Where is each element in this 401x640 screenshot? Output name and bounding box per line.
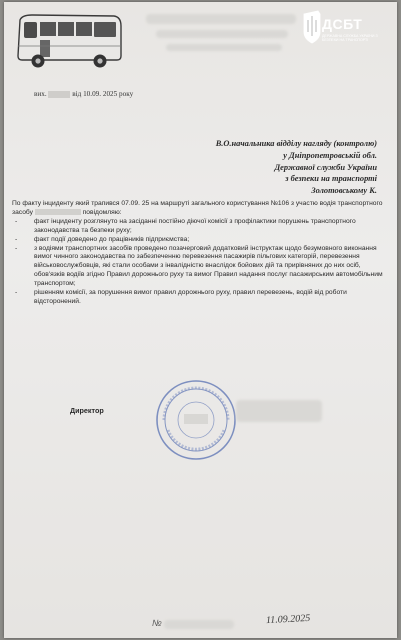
list-bullet: -	[15, 217, 18, 225]
list-item	[12, 289, 389, 307]
vehicle-redacted	[35, 209, 81, 215]
dsbt-logo-title: ДСБТ	[322, 16, 363, 32]
document-page	[4, 2, 397, 638]
list-item	[12, 236, 389, 245]
intro-text: По факту інциденту який трапився 07.09. 25 на маршруті загального користування №106 з участю водія транспортного засобу	[12, 200, 383, 216]
dsbt-logo	[300, 8, 396, 48]
handwritten-date: 11.09.2025	[265, 612, 311, 627]
ref-number-redacted	[48, 91, 70, 98]
list-item	[12, 245, 389, 290]
list-item-text: рішенням комісії, за порушення вимог правил дорожнього руху, правил перевезень, водій від роботи відсторонений.	[34, 289, 347, 305]
letterhead-redacted	[156, 30, 288, 38]
list-item-text: факт інциденту розглянуто на засіданні постійно діючої комісії з профілактики порушень транспортного законодавства та безпеки руху;	[34, 217, 356, 234]
list-item-text: з водіями транспортних засобів проведено позачерговий додатковий інструктаж щодо безумовного виконання вимог чинного законодавства по забезпеченню перевезення пасажирів пільгових категорій, перевезення військовослужбовців, які стали особами з інвалідністю внаслідок бойових дій та прирівняних до них осіб, обов'язків водіїв згідно Правил дорожнього руху та вимог Правил надання послуг пасажирським автомобільним транспортом;	[34, 244, 383, 288]
signatory-title: Директор	[70, 406, 104, 415]
handwritten-number-redacted	[164, 620, 234, 629]
dsbt-logo-subtitle: ДЕРЖАВНА СЛУЖБА УКРАЇНИ З БЕЗПЕКИ НА ТРАНСПОРТІ	[322, 34, 378, 42]
list-bullet: -	[15, 289, 18, 297]
list-bullet: -	[15, 235, 18, 243]
addressee-line: Золотовському К.	[311, 186, 377, 196]
addressee-line: з безпеки на транспорті	[285, 174, 377, 184]
letter-body	[12, 200, 389, 307]
list-item-text: факт події доведено до працівників підприємства;	[34, 235, 190, 243]
company-stamp	[154, 378, 238, 462]
addressee-line: В.О.начальника відділу нагляду (контролю)	[215, 139, 377, 148]
measures-list	[12, 218, 389, 307]
outgoing-reference	[34, 90, 133, 98]
company-bus-logo	[14, 10, 126, 72]
addressee-line: у Дніпропетровській обл.	[283, 150, 377, 160]
ref-date: від 10.09. 2025 року	[72, 90, 134, 98]
list-item	[12, 218, 389, 236]
letterhead-redacted	[166, 44, 282, 51]
addressee-line: Державної служби України	[274, 162, 377, 172]
ref-prefix: вих.	[34, 90, 47, 98]
list-bullet: -	[15, 244, 18, 252]
letterhead-redacted	[146, 14, 296, 24]
handwritten-number: №	[152, 618, 162, 628]
intro-paragraph	[12, 200, 389, 218]
intro-text-end: повідомляю:	[82, 208, 122, 216]
bus-icon	[14, 10, 126, 72]
addressee-block	[157, 138, 377, 197]
signature-name-redacted	[236, 400, 322, 422]
